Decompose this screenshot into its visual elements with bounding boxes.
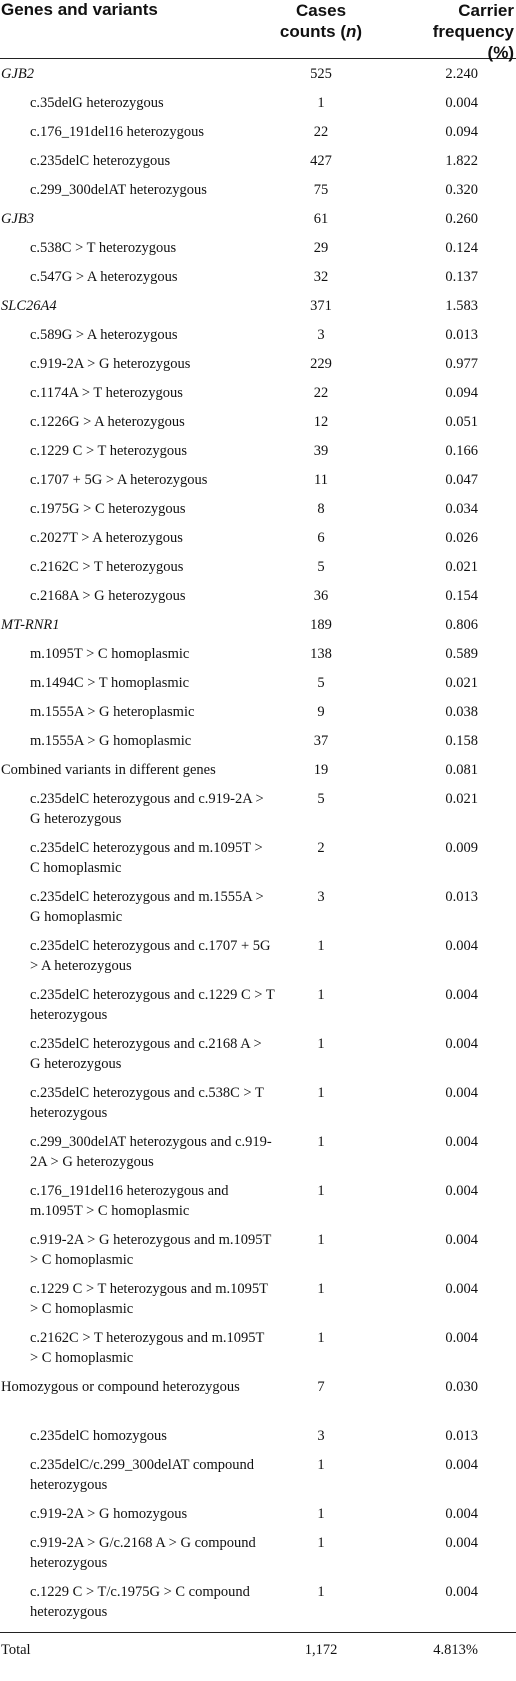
row-count: 5 bbox=[317, 559, 325, 575]
variant-row bbox=[0, 1452, 516, 1501]
row-frequency: 0.021 bbox=[445, 791, 478, 807]
row-name: c.235delC heterozygous and c.1229 C > T heterozygous bbox=[30, 987, 275, 1023]
variant-row bbox=[0, 982, 516, 1031]
row-count: 8 bbox=[317, 501, 325, 517]
variant-row bbox=[0, 786, 516, 835]
row-count: 3 bbox=[317, 1428, 325, 1444]
header-cases-line2-pre: counts ( bbox=[279, 22, 347, 41]
variant-row bbox=[0, 1031, 516, 1080]
header-cases-line1: Cases bbox=[295, 1, 347, 20]
row-count: 1 bbox=[317, 1457, 325, 1473]
variant-row bbox=[0, 554, 516, 583]
row-count: 1 bbox=[317, 1584, 325, 1600]
variant-row bbox=[0, 90, 516, 119]
row-name: GJB2 bbox=[1, 66, 35, 82]
row-frequency: 0.004 bbox=[445, 1535, 478, 1551]
row-name: c.235delC heterozygous bbox=[30, 153, 171, 169]
header-cases-counts bbox=[268, 0, 374, 42]
table-body bbox=[0, 59, 516, 1628]
row-frequency: 0.004 bbox=[445, 1134, 478, 1150]
row-name: c.1229 C > T/c.1975G > C compound heterozygous bbox=[30, 1584, 250, 1620]
variant-row bbox=[0, 148, 516, 177]
row-name: c.299_300delAT heterozygous and c.919-2A > G heterozygous bbox=[30, 1134, 272, 1170]
row-frequency: 0.004 bbox=[445, 1036, 478, 1052]
row-count: 9 bbox=[317, 704, 325, 720]
header-cases-line2-post: ) bbox=[356, 22, 363, 41]
row-count: 1 bbox=[317, 95, 325, 111]
header-cases-n: n bbox=[346, 22, 357, 41]
row-name: c.235delC homozygous bbox=[30, 1428, 167, 1444]
variant-row bbox=[0, 409, 516, 438]
variant-row bbox=[0, 1530, 516, 1579]
row-frequency: 0.166 bbox=[445, 443, 478, 459]
variant-row bbox=[0, 1276, 516, 1325]
row-frequency: 0.013 bbox=[445, 1428, 478, 1444]
variant-row bbox=[0, 728, 516, 757]
row-name: Homozygous or compound heterozygous bbox=[1, 1379, 240, 1395]
group-row bbox=[0, 757, 516, 786]
variant-row bbox=[0, 933, 516, 982]
row-name: c.2162C > T heterozygous and m.1095T > C homoplasmic bbox=[30, 1330, 265, 1366]
variant-row bbox=[0, 1227, 516, 1276]
row-frequency: 0.320 bbox=[445, 182, 478, 198]
row-frequency: 0.004 bbox=[445, 1457, 478, 1473]
row-name: c.235delC heterozygous and c.1707 + 5G > A heterozygous bbox=[30, 938, 271, 974]
row-count: 22 bbox=[313, 385, 329, 401]
row-name: c.1229 C > T heterozygous bbox=[30, 443, 188, 459]
gene-row bbox=[0, 293, 516, 322]
total-row bbox=[0, 1632, 516, 1667]
row-count: 229 bbox=[310, 356, 332, 372]
row-name: c.35delG heterozygous bbox=[30, 95, 164, 111]
row-frequency: 0.589 bbox=[445, 646, 478, 662]
row-count: 1 bbox=[317, 938, 325, 954]
row-count: 189 bbox=[310, 617, 332, 633]
row-count: 1 bbox=[317, 1535, 325, 1551]
row-frequency: 0.047 bbox=[445, 472, 478, 488]
row-name: c.235delC heterozygous and c.919-2A > G heterozygous bbox=[30, 791, 264, 827]
row-frequency: 0.004 bbox=[445, 938, 478, 954]
row-name: c.919-2A > G heterozygous and m.1095T > C homoplasmic bbox=[30, 1232, 272, 1268]
row-name: c.919-2A > G heterozygous bbox=[30, 356, 191, 372]
row-count: 1 bbox=[317, 1330, 325, 1346]
row-count: 1 bbox=[317, 1036, 325, 1052]
row-frequency: 1.583 bbox=[445, 298, 478, 314]
row-frequency: 0.021 bbox=[445, 675, 478, 691]
variant-row bbox=[0, 670, 516, 699]
row-frequency: 0.051 bbox=[445, 414, 478, 430]
row-name: c.299_300delAT heterozygous bbox=[30, 182, 207, 198]
row-name: c.1975G > C heterozygous bbox=[30, 501, 186, 517]
row-count: 2 bbox=[317, 840, 325, 856]
row-frequency: 0.260 bbox=[445, 211, 478, 227]
row-count: 11 bbox=[314, 472, 328, 488]
row-frequency: 0.154 bbox=[445, 588, 478, 604]
row-count: 1 bbox=[317, 1134, 325, 1150]
row-name: MT-RNR1 bbox=[1, 617, 60, 633]
row-frequency: 0.034 bbox=[445, 501, 478, 517]
row-frequency: 0.124 bbox=[445, 240, 478, 256]
variant-row bbox=[0, 641, 516, 670]
header-carrier-frequency bbox=[408, 0, 514, 63]
variant-row bbox=[0, 1579, 516, 1628]
row-frequency: 0.004 bbox=[445, 1584, 478, 1600]
row-count: 5 bbox=[317, 791, 325, 807]
row-count: 7 bbox=[317, 1379, 325, 1395]
group-row bbox=[0, 1374, 516, 1423]
row-frequency: 0.004 bbox=[445, 95, 478, 111]
row-frequency: 0.137 bbox=[445, 269, 478, 285]
variant-row bbox=[0, 322, 516, 351]
variant-row bbox=[0, 1501, 516, 1530]
row-frequency: 0.004 bbox=[445, 1232, 478, 1248]
row-frequency: 0.004 bbox=[445, 1281, 478, 1297]
table-header bbox=[0, 0, 516, 62]
row-frequency: 0.038 bbox=[445, 704, 478, 720]
row-count: 3 bbox=[317, 889, 325, 905]
row-frequency: 0.030 bbox=[445, 1379, 478, 1395]
row-frequency: 0.004 bbox=[445, 1506, 478, 1522]
variant-row bbox=[0, 835, 516, 884]
row-name: m.1095T > C homoplasmic bbox=[30, 646, 190, 662]
variant-row bbox=[0, 467, 516, 496]
total-count: 1,172 bbox=[304, 1642, 338, 1658]
variant-row bbox=[0, 1325, 516, 1374]
row-count: 5 bbox=[317, 675, 325, 691]
row-name: c.176_191del16 heterozygous and m.1095T > C homoplasmic bbox=[30, 1183, 229, 1219]
row-frequency: 2.240 bbox=[445, 66, 478, 82]
row-name: c.1229 C > T heterozygous and m.1095T > C homoplasmic bbox=[30, 1281, 268, 1317]
gene-row bbox=[0, 206, 516, 235]
variant-row bbox=[0, 264, 516, 293]
row-name: m.1555A > G heteroplasmic bbox=[30, 704, 195, 720]
row-frequency: 0.013 bbox=[445, 327, 478, 343]
row-name: c.235delC heterozygous and c.2168 A > G heterozygous bbox=[30, 1036, 262, 1072]
gene-row bbox=[0, 612, 516, 641]
row-name: c.1226G > A heterozygous bbox=[30, 414, 185, 430]
row-name: c.547G > A heterozygous bbox=[30, 269, 178, 285]
row-count: 1 bbox=[317, 1085, 325, 1101]
row-count: 12 bbox=[313, 414, 329, 430]
total-frequency: 4.813% bbox=[433, 1642, 478, 1658]
total-label: Total bbox=[1, 1642, 31, 1658]
row-frequency: 0.094 bbox=[445, 385, 478, 401]
row-name: GJB3 bbox=[1, 211, 35, 227]
row-frequency: 0.081 bbox=[445, 762, 478, 778]
variant-row bbox=[0, 380, 516, 409]
row-count: 427 bbox=[310, 153, 332, 169]
variant-row bbox=[0, 884, 516, 933]
row-count: 1 bbox=[317, 1183, 325, 1199]
row-name: Combined variants in different genes bbox=[1, 762, 216, 778]
row-name: c.2162C > T heterozygous bbox=[30, 559, 184, 575]
row-count: 1 bbox=[317, 1232, 325, 1248]
row-count: 61 bbox=[313, 211, 329, 227]
row-name: c.1707 + 5G > A heterozygous bbox=[30, 472, 208, 488]
variant-row bbox=[0, 1423, 516, 1452]
row-count: 6 bbox=[317, 530, 325, 546]
row-name: c.2168A > G heterozygous bbox=[30, 588, 186, 604]
variant-row bbox=[0, 1129, 516, 1178]
row-frequency: 0.094 bbox=[445, 124, 478, 140]
row-name: c.235delC heterozygous and c.538C > T heterozygous bbox=[30, 1085, 264, 1121]
variant-row bbox=[0, 351, 516, 380]
row-name: c.919-2A > G/c.2168 A > G compound heterozygous bbox=[30, 1535, 256, 1571]
row-frequency: 0.158 bbox=[445, 733, 478, 749]
row-count: 1 bbox=[317, 1506, 325, 1522]
row-name: c.2027T > A heterozygous bbox=[30, 530, 183, 546]
row-frequency: 0.013 bbox=[445, 889, 478, 905]
row-name: c.176_191del16 heterozygous bbox=[30, 124, 204, 140]
row-count: 22 bbox=[313, 124, 329, 140]
row-count: 19 bbox=[313, 762, 329, 778]
row-name: m.1555A > G homoplasmic bbox=[30, 733, 192, 749]
row-frequency: 1.822 bbox=[445, 153, 478, 169]
row-frequency: 0.004 bbox=[445, 1183, 478, 1199]
variant-row bbox=[0, 525, 516, 554]
row-frequency: 0.004 bbox=[445, 987, 478, 1003]
header-carrier-line2: frequency (%) bbox=[432, 22, 514, 62]
gene-row bbox=[0, 61, 516, 90]
row-name: m.1494C > T homoplasmic bbox=[30, 675, 190, 691]
variant-row bbox=[0, 235, 516, 264]
row-count: 39 bbox=[313, 443, 329, 459]
row-count: 37 bbox=[313, 733, 329, 749]
variant-row bbox=[0, 583, 516, 612]
variant-row bbox=[0, 177, 516, 206]
row-name: c.235delC/c.299_300delAT compound heterozygous bbox=[30, 1457, 255, 1493]
header-carrier-line1: Carrier bbox=[458, 1, 514, 20]
variant-row bbox=[0, 438, 516, 467]
row-count: 3 bbox=[317, 327, 325, 343]
row-frequency: 0.806 bbox=[445, 617, 478, 633]
row-frequency: 0.004 bbox=[445, 1330, 478, 1346]
row-name: c.235delC heterozygous and m.1095T > C homoplasmic bbox=[30, 840, 263, 876]
row-name: c.589G > A heterozygous bbox=[30, 327, 178, 343]
variant-row bbox=[0, 1178, 516, 1227]
row-name: SLC26A4 bbox=[1, 298, 57, 314]
row-frequency: 0.009 bbox=[445, 840, 478, 856]
row-frequency: 0.977 bbox=[445, 356, 478, 372]
variant-row bbox=[0, 699, 516, 728]
row-name: c.235delC heterozygous and m.1555A > G homoplasmic bbox=[30, 889, 264, 925]
row-frequency: 0.026 bbox=[445, 530, 478, 546]
row-count: 36 bbox=[313, 588, 329, 604]
row-name: c.1174A > T heterozygous bbox=[30, 385, 183, 401]
row-count: 75 bbox=[313, 182, 329, 198]
variant-row bbox=[0, 119, 516, 148]
row-count: 32 bbox=[313, 269, 329, 285]
row-count: 1 bbox=[317, 1281, 325, 1297]
row-name: c.538C > T heterozygous bbox=[30, 240, 177, 256]
row-count: 371 bbox=[310, 298, 332, 314]
variant-row bbox=[0, 496, 516, 525]
variant-row bbox=[0, 1080, 516, 1129]
row-count: 525 bbox=[310, 66, 332, 82]
row-count: 29 bbox=[313, 240, 329, 256]
header-genes-variants: Genes and variants bbox=[1, 0, 158, 19]
row-frequency: 0.021 bbox=[445, 559, 478, 575]
row-frequency: 0.004 bbox=[445, 1085, 478, 1101]
row-count: 1 bbox=[317, 987, 325, 1003]
row-name: c.919-2A > G homozygous bbox=[30, 1506, 188, 1522]
row-count: 138 bbox=[310, 646, 332, 662]
